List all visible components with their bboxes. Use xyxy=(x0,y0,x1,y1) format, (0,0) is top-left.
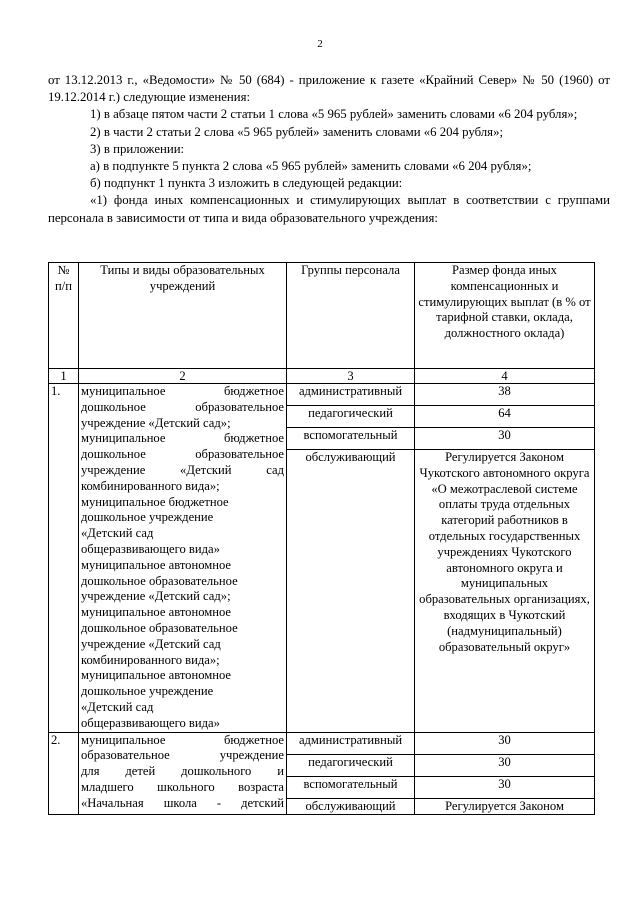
desc-line: дошкольное образовательное xyxy=(81,399,284,414)
fund-value: 30 xyxy=(415,428,595,450)
desc-line: муниципальное автономное xyxy=(81,605,232,620)
desc-line: общеразвивающего вида» xyxy=(81,541,220,556)
intro-line: от 13.12.2013 г., «Ведомости» № 50 (684) - приложение к газете «Крайний Север» № 50 (1960) от 19.12.2014 г.) следующие изменения: xyxy=(48,73,610,105)
intro-text xyxy=(48,72,610,227)
column-number: 2 xyxy=(79,369,287,384)
desc-line: «Детский сад xyxy=(81,526,154,541)
desc-line: комбинированного вида»; xyxy=(81,478,220,493)
column-numbers-row xyxy=(49,369,595,384)
personnel-group: педагогический xyxy=(287,754,415,776)
desc-line: «Начальная школа - детский xyxy=(81,795,284,810)
row-number: 2. xyxy=(49,732,79,815)
column-number: 4 xyxy=(415,369,595,384)
fund-value: 30 xyxy=(415,754,595,776)
header-size: Размер фонда иных компенсационных и стимулирующих выплат (в % от тарифной ставки, оклада, должностного оклада) xyxy=(415,263,595,369)
intro-line: б) подпункт 1 пункта 3 изложить в следующей редакции: xyxy=(90,176,403,191)
desc-line: общеразвивающего вида» xyxy=(81,715,220,730)
fund-value: 64 xyxy=(415,406,595,428)
intro-line: «1) фонда иных компенсационных и стимулирующих выплат в соответствии с группами персонала в зависимости от типа и вида образовательного учреждения: xyxy=(48,193,610,225)
table-row xyxy=(49,732,595,754)
intro-line: 2) в части 2 статьи 2 слова «5 965 рублей» заменить словами «6 204 рубля»; xyxy=(90,124,504,139)
header-types: Типы и виды образовательных учреждений xyxy=(79,263,287,369)
desc-line: дошкольное образовательное xyxy=(81,447,284,462)
intro-line: а) в подпункте 5 пункта 2 слова «5 965 рублей» заменить словами «6 204 рубля»; xyxy=(90,159,532,174)
desc-line: для детей дошкольного и xyxy=(81,764,284,779)
institution-type xyxy=(79,384,287,733)
desc-line: образовательное учреждение xyxy=(81,748,284,763)
fund-value: 30 xyxy=(415,776,595,798)
desc-line: учреждение «Детский сад xyxy=(81,462,284,477)
desc-line: муниципальное автономное xyxy=(81,557,232,572)
desc-line: муниципальное бюджетное xyxy=(81,431,284,446)
personnel-group: педагогический xyxy=(287,406,415,428)
table-row xyxy=(49,384,595,406)
desc-line: учреждение «Детский сад»; xyxy=(81,415,231,430)
column-number: 3 xyxy=(287,369,415,384)
institution-type xyxy=(79,732,287,815)
intro-line: 1) в абзаце пятом части 2 статьи 1 слова «5 965 рублей» заменить словами «6 204 рубля»; xyxy=(90,107,578,122)
desc-line: «Детский сад xyxy=(81,699,154,714)
personnel-group: административный xyxy=(287,384,415,406)
desc-line: дошкольное образовательное xyxy=(81,573,238,588)
fund-value: Регулируется Законом xyxy=(415,798,595,815)
desc-line: муниципальное бюджетное xyxy=(81,732,284,747)
personnel-group: вспомогательный xyxy=(287,776,415,798)
fund-value: Регулируется Законом Чукотского автономного округа «О межотраслевой системе оплаты труда отдельных категорий работников в отдельных государственных учреждениях Чукотского автономного округа и муниципальных образовательных организациях, входящих в Чукотский (надмуниципальный) образовательный округ» xyxy=(415,450,595,733)
desc-line: учреждение «Детский сад»; xyxy=(81,589,231,604)
personnel-group: административный xyxy=(287,732,415,754)
table-header-row xyxy=(49,263,595,369)
page-number: 2 xyxy=(317,38,323,50)
fund-value: 30 xyxy=(415,732,595,754)
column-number: 1 xyxy=(49,369,79,384)
desc-line: младшего школьного возраста xyxy=(81,779,284,794)
desc-line: дошкольное учреждение xyxy=(81,684,214,699)
personnel-group: обслуживающий xyxy=(287,450,415,733)
desc-line: комбинированного вида»; xyxy=(81,652,220,667)
desc-line: муниципальное бюджетное xyxy=(81,494,229,509)
row-number: 1. xyxy=(49,384,79,733)
header-groups: Группы персонала xyxy=(287,263,415,369)
header-num: № п/п xyxy=(49,263,79,369)
desc-line: дошкольное образовательное xyxy=(81,620,238,635)
desc-line: дошкольное учреждение xyxy=(81,510,214,525)
personnel-group: обслуживающий xyxy=(287,798,415,815)
desc-line: муниципальное бюджетное xyxy=(81,384,284,398)
personnel-group: вспомогательный xyxy=(287,428,415,450)
desc-line: муниципальное автономное xyxy=(81,668,232,683)
intro-line: 3) в приложении: xyxy=(90,141,185,156)
fund-value: 38 xyxy=(415,384,595,406)
desc-line: учреждение «Детский сад xyxy=(81,636,221,651)
compensation-table xyxy=(48,262,595,815)
